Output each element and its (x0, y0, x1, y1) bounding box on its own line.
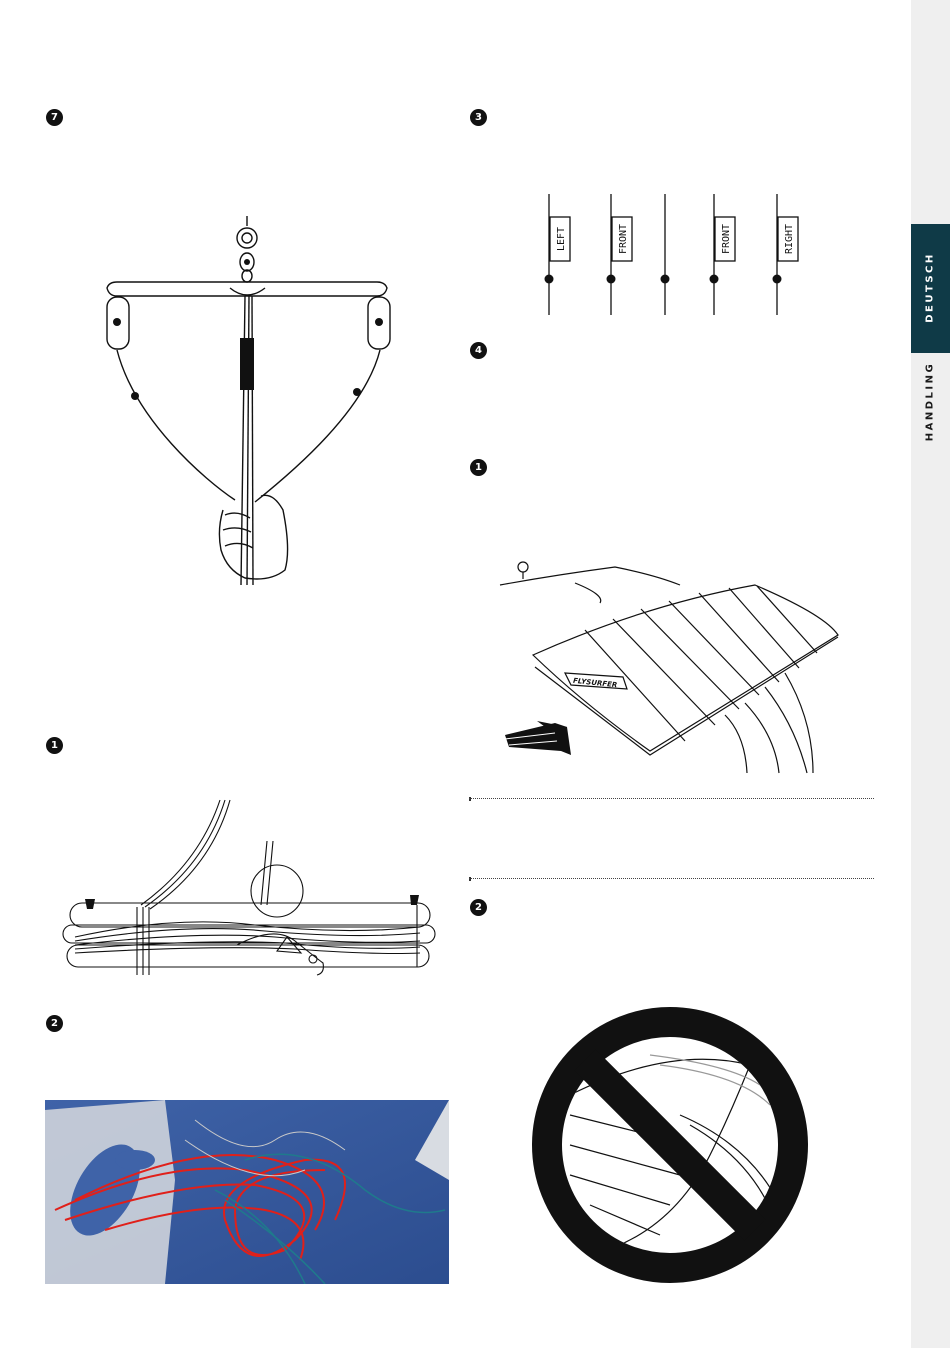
step-number-4: 4 (470, 342, 487, 359)
control-bar-illustration (95, 210, 405, 595)
step-number-1-left: 1 (46, 737, 63, 754)
step-number-1-right: 1 (470, 459, 487, 476)
kite-wind-illustration (495, 555, 845, 775)
step-number-3: 3 (470, 109, 487, 126)
step-number-2-left: 2 (46, 1015, 63, 1032)
label-left: LEFT (556, 226, 567, 252)
tangled-lines-photo (45, 1100, 449, 1284)
step-number-2-right: 2 (470, 899, 487, 916)
tab-deutsch-label: DEUTSCH (924, 252, 936, 323)
wound-lines-illustration (55, 795, 440, 985)
note-separator-bottom (469, 878, 874, 879)
tab-handling-label[interactable]: HANDLING (924, 361, 936, 442)
label-right: RIGHT (784, 223, 795, 255)
note-separator-top (469, 798, 874, 799)
label-front-2: FRONT (721, 223, 732, 255)
step-number-7: 7 (46, 109, 63, 126)
sidebar (911, 0, 950, 1348)
prohibited-kite-illustration (530, 1005, 810, 1285)
line-labels-illustration (525, 190, 815, 318)
label-front-1: FRONT (618, 223, 629, 255)
kite-brand-text: FLYSURFER (572, 676, 618, 690)
